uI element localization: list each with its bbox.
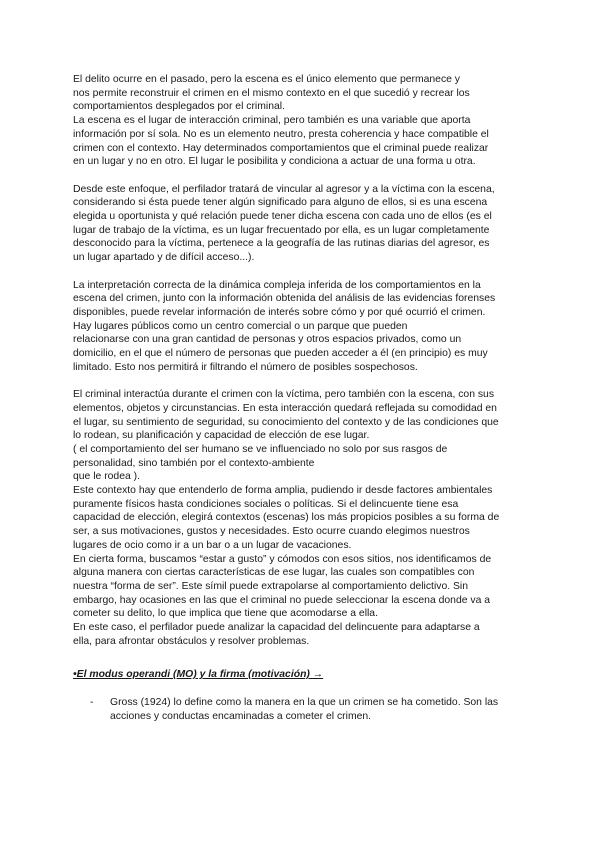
text-line: comportamientos desplegados por el criminal. — [73, 101, 285, 113]
text-line: ella, para afrontar obstáculos y resolver problemas. — [73, 635, 310, 647]
text-line: elegida u oportunista y qué relación puede tener dicha escena con cada uno de ellos (es el — [73, 211, 492, 223]
list-item — [110, 696, 533, 723]
bullet-list — [73, 696, 533, 723]
text-line: un lugar apartado y de difícil acceso...). — [73, 252, 255, 264]
paragraph-scene-definition — [73, 73, 533, 169]
text-line: lo rodean, su planificación y capacidad de elección de ese lugar. — [73, 430, 370, 442]
text-line: embargo, hay ocasiones en las que el criminal no puede seleccionar la escena donde va a — [73, 594, 491, 606]
text-line: El criminal interactúa durante el crimen con la víctima, pero también con la escena, con sus — [73, 389, 495, 401]
text-line: nos permite reconstruir el crimen en el mismo contexto en el que sucedió y recrear los — [73, 87, 470, 99]
text-line: capacidad de elección, elegirá contextos (escenas) los más propicios posibles a su forma de — [73, 512, 500, 524]
text-line: considerando si ésta puede tener algún significado para alguno de ellos, si es una escena — [73, 197, 488, 209]
text-line: relacionarse con una gran cantidad de personas y otros espacios privados, como un — [73, 334, 462, 346]
paragraph-gap — [73, 169, 533, 183]
text-line: Este contexto hay que entenderlo de forma amplia, pudiendo ir desde factores ambientales — [73, 485, 493, 497]
paragraph-gap — [73, 265, 533, 279]
text-line: disponibles, puede revelar información de interés sobre cómo y por qué ocurrió el crimen. — [73, 306, 486, 318]
text-line: alguna manera con ciertas características de ese lugar, las cuales son compatibles con — [73, 567, 475, 579]
text-line: Hay lugares públicos como un centro comercial o un parque que pueden — [73, 320, 408, 332]
text-line: acciones y conductas encaminadas a cometer el crimen. — [110, 710, 372, 722]
text-line: lugar de trabajo de la víctima, es un lugar frecuentado por ella, es un lugar completamente — [73, 224, 490, 236]
document-body — [73, 73, 533, 723]
text-line: En cierta forma, buscamos “estar a gusto” y cómodos con esos sitios, nos identificamos de — [73, 553, 492, 565]
text-line: en un lugar y no en otro. El lugar le posibilita y condiciona a actuar de una forma u otra. — [73, 156, 476, 168]
text-line: crimen con el contexto. Hay determinados comportamientos que el criminal puede realizar — [73, 142, 489, 154]
section-heading: •El modus operandi (MO) y la firma (motivación) → — [73, 669, 324, 681]
list-bullet: - — [90, 696, 94, 708]
text-line: ( el comportamiento del ser humano se ve influenciado no solo por sus rasgos de — [73, 443, 448, 455]
text-line: La interpretación correcta de la dinámica compleja inferida de los comportamientos en la — [73, 279, 481, 291]
text-line: lugares de ocio como ir a un bar o a un lugar de vacaciones. — [73, 539, 352, 551]
text-line: escena del crimen, junto con la información obtenida del análisis de las evidencias forenses — [73, 293, 496, 305]
text-line: que le rodea ). — [73, 471, 141, 483]
text-line: El delito ocurre en el pasado, pero la escena es el único elemento que permanece y — [73, 74, 461, 85]
text-line: limitado. Esto nos permitirá ir filtrando el número de posibles sospechosos. — [73, 361, 418, 373]
paragraph-profiler-approach — [73, 183, 533, 265]
text-line: información por sí sola. No es un elemento neutro, presta coherencia y hace compatible el — [73, 128, 489, 140]
paragraph-interpretation — [73, 279, 533, 375]
text-line: En este caso, el perfilador puede analizar la capacidad del delincuente para adaptarse a — [73, 622, 480, 634]
paragraph-interaction-context — [73, 388, 533, 648]
text-line: puramente físicos hasta condiciones sociales o políticas. Si el delincuente tiene esa — [73, 498, 459, 510]
text-line: desconocido para la víctima, pertenece a la geografía de las rutinas diarias del agresor, es — [73, 238, 490, 250]
paragraph-gap — [73, 374, 533, 388]
text-line: cometer su delito, lo que implica que tiene que acomodarse a ella. — [73, 608, 378, 620]
text-line: domicilio, en el que el número de personas que pueden acceder a él (en principio) es muy — [73, 348, 488, 360]
text-line: el lugar, su sentimiento de seguridad, su conocimiento del contexto y de las condiciones que — [73, 416, 499, 428]
text-line: elementos, objetos y circunstancias. En esta interacción quedará reflejada su comodidad en — [73, 402, 497, 414]
text-line: personalidad, sino también por el contexto-ambiente — [73, 457, 315, 469]
text-line: Desde este enfoque, el perfilador tratará de vincular al agresor y a la víctima con la escena, — [73, 183, 495, 195]
text-line: nuestra “forma de ser”. Este símil puede extrapolarse al comportamiento delictivo. Sin — [73, 580, 469, 592]
paragraph-gap — [73, 648, 533, 662]
text-line: ser, a sus motivaciones, gustos y necesidades. Esto ocurre cuando elegimos nuestros — [73, 526, 470, 538]
text-line: La escena es el lugar de interacción criminal, pero también es una variable que aporta — [73, 115, 471, 127]
text-line: Gross (1924) lo define como la manera en la que un crimen se ha cometido. Son las — [110, 696, 499, 708]
